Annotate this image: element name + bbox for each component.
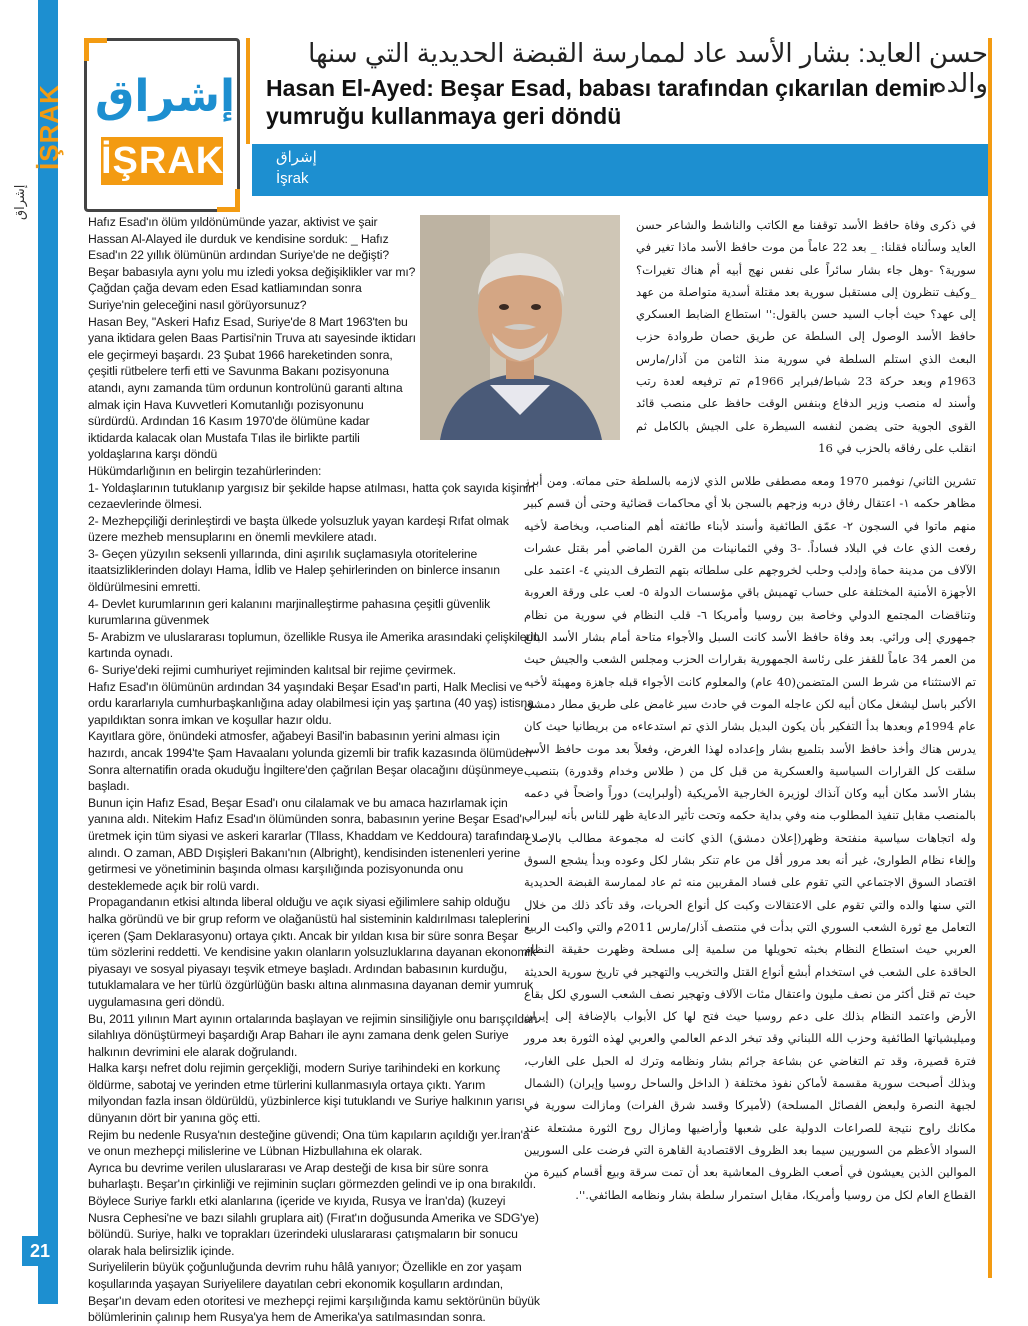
- source-bar: [252, 144, 988, 196]
- sidebar-stripe: [38, 0, 58, 1304]
- article-header: [252, 38, 988, 142]
- sidebar-brand-small-text: إشراق: [12, 184, 27, 220]
- sidebar-brand-text: İŞRAK: [34, 84, 64, 170]
- logo-inner: [95, 53, 236, 197]
- sidebar-brand: [34, 60, 64, 170]
- page-border-right: [988, 38, 992, 1278]
- turkish-paragraph: Böylece Suriye farklı etki alanlarına (içeride ve kıyıda, Rusya ve İran'da) (kuzeyi Nusra Cephesi'ne ve bazı silahlı gruplara ait) (Fırat'ın doğusunda Amerika ve SDG'ye) bölündü. Suriye, halkı ve toprakları üzerindeki uluslararası çatışmaların bir sonucu olarak hala belirsizlik içinde.: [88, 1194, 539, 1258]
- sidebar-brand-small: [4, 150, 34, 220]
- turkish-paragraph: Rejim bu nedenle Rusya'nın desteğine güvendi; Ona tüm kapıların açıldığı yer.İran'a ve onun mezhepçi milislerine ve Lübnan Hizbullahına ek olarak.: [88, 1127, 530, 1159]
- page-number: 21: [22, 1236, 58, 1266]
- turkish-paragraph: Bu, 2011 yılının Mart ayının ortalarında başlayan ve rejimin sinsiliğiyle onu barışçıldan silahlıya dönüştürmeyi başardığı Arap Baharı ile aynı zamana denk gelen Suriye halkının devrimini ele alarak doğrulandı.: [88, 1011, 538, 1059]
- turkish-intro-block: [88, 214, 416, 463]
- turkish-paragraph: Suriyelilerin büyük çoğunluğunda devrim ruhu hâlâ yanıyor; Özellikle en zor yaşam koşullarında yaşayan Suriyelilere dayatılan cebri ekonomik koşulların ardından, Beşar'ın devam eden otoritesi ve mezhepçi rejimi karşılığında kamu sektörünün büyük bölümlerinin çalınıp hem Rusya'ya hem de Amerika'ya satılmasından sonra.: [88, 1260, 540, 1325]
- turkish-paragraph: 3- Geçen yüzyılın seksenli yıllarında, dini aşırılık suçlamasıyla otoritelerine itaatsizliklerinden dolayı Hama, İdlib ve Halep şehirlerinden on binlerce insanın öldürülmesini emretti.: [88, 546, 500, 595]
- turkish-paragraph: Çağdan çağa devam eden Esad katliamından sonra Suriye'nin geleceğini nasıl görüyorsunuz?: [88, 281, 362, 312]
- arabic-article-top: [636, 214, 976, 459]
- turkish-paragraph: 1- Yoldaşlarının tutuklanıp yargısız bir şekilde hapse atılması, hatta çok sayıda kişinin cezaevlerinde ölmesi.: [88, 480, 535, 512]
- source-arabic: إشراق: [276, 149, 317, 166]
- turkish-paragraph: 4- Devlet kurumlarının geri kalanını marjinalleştirme pahasına çeşitli güvenlik kurumlarına güvenmek: [88, 596, 491, 628]
- turkish-paragraph: Bunun için Hafız Esad, Beşar Esad'ı onu cilalamak ve bu amaca hazırlamak için yanına aldı. Nitekim Hafız Esad'ın ölümünden sonra, babasının yerine Beşar Esad'ı üretmek için tüm siyasi ve askeri kararlar (Tllass, Khaddam ve Keddoura) tarafından alındı. O zaman, ABD Dışişleri Bakanı'nın (Albright), kendisinden istenenleri yerine getirmesi ve yönetiminin başında olması karşılığında pozisyonunda onu desteklemede açık bir rolü vardı.: [88, 795, 529, 893]
- turkish-paragraph: Hükümdarlığının en belirgin tezahürlerinden:: [88, 463, 322, 478]
- turkish-paragraph: 5- Arabizm ve uluslararası toplumun, özellikle Rusya ile Amerika arasındaki çelişkilerin kartında oynadı.: [88, 629, 540, 661]
- arabic-paragraph: تشرين الثاني/ نوفمبر 1970 ومعه مصطفى طلاس الذي لازمه بالسلطة حتى مماته. ومن أبرز مظاهر حكمه ١- اعتقال رفاق دربه وزجهم بالسجن بلا أي محاكمات قضائية وحتى أن قسم كبير منهم ماتوا في السجون ٢- عمّق الطائفية وأسند لأبناء طائفته أهم المناصب، وبخاصة لأخيه رفعت الذي عاث في البلاد فساداً. -3 وفي الثمانينات من القرن الماضي أمر بقتل عشرات الآلاف من مدينة حماة وإدلب وحلب لخروجهم على سلطاته بتهم التطرف الديني ٤- اعتمد على الأجهزة الأمنية المختلفة على حساب تهميش باقي مؤسسات الدولة ٥- لعب على ورقة العروبة وتناقضات المجتمع الدولي وخاصة بين روسيا وأمريكا ٦- قلب النظام في سورية من نظام جمهوري إلى وراثي. بعد وفاة حافظ الأسد كانت السبل والأجواء متاحة أمام بشار الأسد البالغ من العمر 34 عاماً للقفز على رئاسة الجمهورية بقرارات الحزب ومجلس الشعب والجيش حيث تم الاستثناء من شرط السن المتضمن(40 عام) والمعلوم كانت الأجواء قبله جاهزة ومهيئة لأخيه الأكبر باسل ليشغل مكان أبيه لكن عاجله الموت في حادث سير غامض على طريق مطار دمشق عام 1994م وبعدها بدأ التفكير بأن يكون البديل بشار الذي تم استدعاءه من بريطانيا حيث كان يدرس هناك وأخذ حافظ الأسد بتلميع بشار وإعداده لهذا الغرض، وفعلاً بعد موت حافظ الأسد سلقت كل القرارات السياسية والعسكرية من قبل كل من ( طلاس وخدام وقدورة) بتنصيب بشار الأسد مكان أبيه وكان آنذاك لوزيرة الخارجية الأمريكية (أولبرايت) دوراً واضحاً في دعمه بالمنصب مقابل تنفيذ المطلوب منه وفي بداية حكمه وتحت تأثير الدعاية ظهر للناس بأنه ليبرالي وله اتجاهات سياسية منفتحة وظهر(إعلان دمشق) الذي كانت له مجموعة مطالب بالإصلاح وإلغاء نظام الطوارئ، غير أنه بعد مرور أقل من عام تنكر بشار لكل وعوده وبدأ يشجع السوق اقتصاد السوق الاجتماعي التي تقوم على فساد المقربين منه ثم عاد لممارسة القبضة الحديدية التي سنها والده والتي تقوم على الاعتقالات وكبت كل أنواع الحريات، وقد تأكد ذلك من خلال التعامل مع ثورة الشعب السوري التي بدأت في منتصف آذار/مارس 2011م والتي واكبت الربيع العربي حيث استطاع النظام بخبثه تحويلها من سلمية إلى مسلحة وظهرت حقيقة النظام الحاقدة على الشعب في استخدام أبشع أنواع القتل والتخريب والتهجير في تاريخ سورية الحديثة حيث تم قتل أكثر من نصف مليون واعتقال مئات الآلاف وتهجير نصف الشعب السوري لكل بقاع الأرض واعتمد النظام بذلك على دعم روسيا حيث فتح لها كل الأبواب بالإضافة إلى إيران وميليشياتها الطائفية وحزب الله اللبناني وقد تبخر الدعم العالمي والعربي لهذه الثورة بعد مرور فترة قصيرة، وقد تم التغاضي عن بشاعة جرائم بشار ونظامه وترك له الحبل على الغارب، وبذلك أصبحت سورية مقسمة لأماكن نفوذ مختلفة ( الداخل والساحل روسيا وإيران) (الشمال لجبهة النصرة ولبعض الفصائل المسلحة) (لأميركا وقسد شرق الفرات) ومازالت سورية في مكانك راوح نتيجة للصراعات الدولية على شعبها وأراضيها ومازال روح الثورة مشتعلة عند السواد الأعظم من السوريين سيما بعد الظروف الاقتصادية القاهرة التي فرضت على السوريين الموالين الذين يعيشون في أصعب الظروف المعاشية بعد أن تمت سرقة وبيع أقسام كبيرة من القطاع العام لكل من روسيا وأمريكا، مقابل استمرار سلطة بشار ونظامه الطائفي.''.: [524, 474, 977, 1202]
- turkish-paragraph: Hasan Bey, "Askeri Hafız Esad, Suriye'de 8 Mart 1963'ten bu yana iktidara gelen Baas Partisi'nin Truva atı sayesinde iktidarı ele geçirmeyi başardı. 23 Şubat 1966 hareketinden sonra, çeşitli rütbelere terfi etti ve Savunma Bakanı pozisyonuna atandı, aynı zamanda tüm ordunun kontrolünü garanti altına almak için Hava Kuvvetleri Komutanlığı pozisyonunu sürdürdü. Ardından 16 Kasım 1970'de ölümüne kadar iktidarda kalacak olan Mustafa Tılas ile birlikte partili yoldaşlarına karşı döndü: [88, 314, 416, 462]
- arabic-paragraph: في ذكرى وفاة حافظ الأسد توقفنا مع الكاتب والناشط والشاعر حسن العايد وسألناه فقلنا: _ بعد 22 عاماً من موت حافظ الأسد ماذا تغير في سورية؟ -وهل جاء بشار سائراً على نفس نهج أبيه أم هناك تغيرات؟ _وكيف تنظرون إلى مستقبل سورية بعد مقتلة أسدية متواصلة من عهد إلى عهد؟ حيث أجاب السيد حسن بالقول:'' استطاع الضابط العسكري حافظ الأسد الوصول إلى السلطة عن طريق حصان طروادة حزب البعث الذي استلم السلطة في سورية منذ الثامن من آذار/مارس 1963م وبعد حركة 23 شباط/فبراير 1966م تم ترفيعه لعدة رتب وأسند له منصب وزير الدفاع وبنفس الوقت حافظ على منصب قائد القوى الجوية حتى يضمن لنفسه السيطرة على الجيش بالكامل ثم انقلب على رفاقه بالحزب في 16: [636, 218, 976, 455]
- logo-latin: İŞRAK: [101, 137, 223, 185]
- magazine-logo: [84, 38, 240, 212]
- source-turkish: İşrak: [276, 170, 309, 187]
- logo-arabic: إشراق: [95, 72, 236, 121]
- turkish-paragraph: Ayrıca bu devrime verilen uluslararası ve Arap desteği de kısa bir süre sonra buharlaştı. Beşar'ın çirkinliği ve rejiminin suçları görmezden gelindi ve ip ona bırakıldı.: [88, 1160, 536, 1192]
- title-turkish: Hasan El-Ayed: Beşar Esad, babası tarafından çıkarılan demir yumruğu kullanmaya geri döndü: [266, 75, 938, 129]
- turkish-paragraph: 6- Suriye'deki rejimi cumhuriyet rejiminden kalıtsal bir rejime çevirmek.: [88, 663, 456, 678]
- turkish-paragraph: 2- Mezhepçiliği derinleştirdi ve başta ülkede yolsuzluk yayan kardeşi Rıfat olmak üzere mezheb mensuplarını en önemli mevkilere atadı.: [88, 513, 509, 545]
- turkish-article: [88, 214, 540, 1326]
- turkish-paragraph: Propagandanın etkisi altında liberal olduğu ve açık siyasi eğilimlere sahip olduğu halka göründü ve bir grup reform ve olağanüstü hal sisteminin kaldırılması taleplerini içeren (Şam Deklarasyonu) ortaya çıktı. Ancak bir yıldan kısa bir süre sonra Beşar tüm sözlerini reddetti. Ve kendisine yakın olanların yolsuzluklarına dayanan ekonomik piyasayı ve sosyal piyasayı teşvik etmeye başladı. Ardından babasının kurduğu, tutuklamalara ve her türlü özgürlüğün baskı altına alınmasına dayanan demir yumruk uygulamasına geri döndü.: [88, 895, 536, 1009]
- turkish-paragraph: Halka karşı nefret dolu rejimin gerçekliği, modern Suriye tarihindeki en korkunç öldürme, sabotaj ve yerinden etme türlerini kullanmasıyla ortaya çıktı. Yarım milyondan fazla insan öldürüldü, yüzbinlerce kişi tutuklandı ve Suriye halkının yarısı dünyanın dört bir yanına göç etti.: [88, 1061, 525, 1126]
- header-divider: [246, 38, 250, 144]
- turkish-paragraph: Kayıtlara göre, önündeki atmosfer, ağabeyi Basil'in babasının yerini alması için hazırdı, ancak 1994'te Şam Havaalanı yolunda gizemli bir trafik kazasında ölümüden Sonra alternatifin orada okuduğu İngiltere'den çağrılan Beşar olacağını düşünmeye başladı.: [88, 729, 532, 794]
- arabic-article-bottom: [524, 470, 976, 1206]
- title-arabic: حسن العايد: بشار الأسد عاد لممارسة القبضة الحديدية التي سنها والده: [308, 38, 988, 98]
- turkish-paragraph: Hafız Esad'ın ölüm yıldönümünde yazar, aktivist ve şair Hassan Al-Alayed ile durduk ve kendisine sorduk: _ Hafız Esad'ın 22 yıllık ölümünün ardından Suriye'de ne değişti? Beşar babasıyla aynı yolu mu izledi yoksa değişiklikler var mı?: [88, 215, 416, 279]
- turkish-paragraph: Hafız Esad'ın ölümünün ardından 34 yaşındaki Beşar Esad'ın parti, Halk Meclisi ve ordu kararlarıyla cumhurbaşkanlığına aday olabilmesi için yaş şartına (40 yaş) istisna yapıldıktan sonra imkan ve koşullar hazır oldu.: [88, 679, 534, 727]
- sidebar: [0, 0, 64, 1304]
